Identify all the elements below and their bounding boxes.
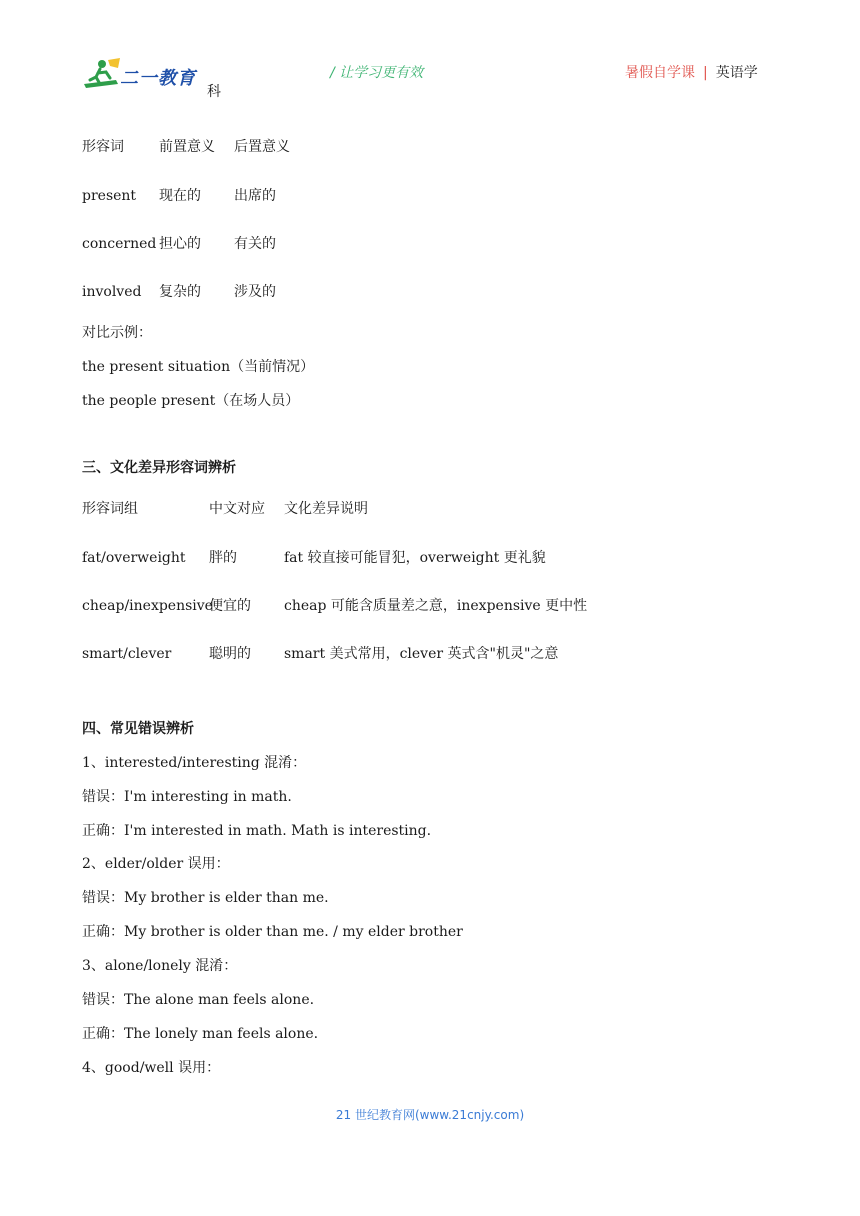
table-cell: fat 较直接可能冒犯，overweight 更礼貌 (284, 550, 546, 566)
header-subject-suffix: 科 (207, 84, 221, 100)
table-cell: fat/overweight (82, 550, 186, 566)
table-cell: smart/clever (82, 646, 172, 662)
table-header-cell: 文化差异说明 (284, 501, 368, 517)
header-course-info (625, 62, 758, 82)
table-header-cell: 前置意义 (159, 139, 215, 155)
table-header-cell: 形容词 (82, 139, 124, 155)
table-cell: involved (82, 284, 142, 300)
table-cell: 担心的 (159, 236, 201, 252)
header-subject: 英语学 (715, 65, 758, 81)
footer-link[interactable]: 21 世纪教育网(www.21cnjy.com) (335, 1108, 525, 1122)
wrong-example: 错误：The alone man feels alone. (82, 992, 315, 1008)
header-separator: | (703, 65, 708, 81)
wrong-example: 错误：I'm interesting in math. (82, 789, 292, 805)
table-header-cell: 中文对应 (209, 501, 265, 517)
section-3-title: 三、文化差异形容词辨析 (82, 460, 236, 476)
example-line: the present situation（当前情况） (82, 359, 315, 375)
error-item-heading: 1、interested/interesting 混淆： (82, 755, 307, 771)
wrong-example: 错误：My brother is elder than me. (82, 890, 329, 906)
table-cell: smart 美式常用，clever 英式含"机灵"之意 (284, 646, 559, 662)
table-cell: present (82, 188, 137, 204)
table-cell: 涉及的 (234, 284, 276, 300)
table-cell: cheap 可能含质量差之意，inexpensive 更中性 (284, 598, 588, 614)
logo (82, 58, 196, 92)
table-header-cell: 形容词组 (82, 501, 138, 517)
correct-example: 正确：I'm interested in math. Math is interesting. (82, 823, 432, 839)
table-cell: 便宜的 (209, 598, 251, 614)
header-course: 暑假自学课 (625, 65, 695, 81)
header-slogan: / 让学习更有效 (330, 65, 424, 81)
table-cell: 有关的 (234, 236, 276, 252)
runner-logo-icon (82, 58, 122, 92)
logo-text: 二一教育 (120, 68, 196, 89)
correct-example: 正确：The lonely man feels alone. (82, 1026, 319, 1042)
correct-example: 正确：My brother is older than me. / my elder brother (82, 924, 463, 940)
error-item-heading: 4、good/well 误用： (82, 1060, 221, 1076)
error-item-heading: 3、alone/lonely 混淆： (82, 958, 238, 974)
examples-label: 对比示例： (82, 325, 152, 341)
table-cell: 现在的 (159, 188, 201, 204)
table-header-cell: 后置意义 (234, 139, 290, 155)
table-cell: 胖的 (209, 550, 237, 566)
table-cell: 聪明的 (209, 646, 251, 662)
example-line: the people present（在场人员） (82, 393, 300, 409)
section-4-title: 四、常见错误辨析 (82, 721, 194, 737)
table-cell: 复杂的 (159, 284, 201, 300)
table-cell: concerned (82, 236, 157, 252)
error-item-heading: 2、elder/older 误用： (82, 856, 230, 872)
table-cell: cheap/inexpensive (82, 598, 213, 614)
table-cell: 出席的 (234, 188, 276, 204)
